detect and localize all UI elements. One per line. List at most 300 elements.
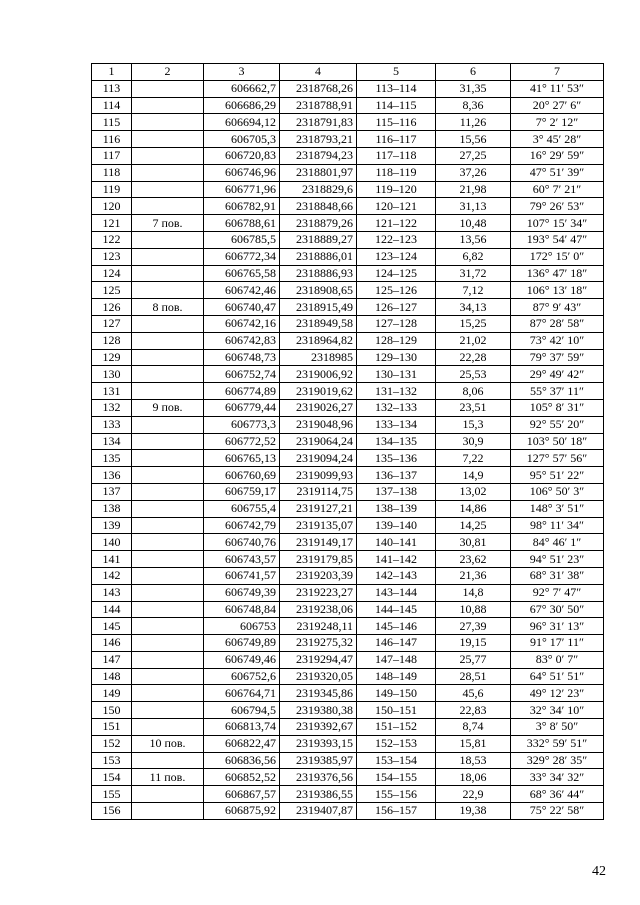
point-number-cell: 135	[92, 450, 132, 467]
point-number-cell: 119	[92, 181, 132, 198]
bearing-angle-cell: 79° 26′ 53″	[511, 198, 604, 215]
segment-cell: 146–147	[357, 635, 436, 652]
length-cell: 15,56	[436, 131, 511, 148]
y-coordinate-cell: 2319248,11	[280, 618, 357, 635]
table-body	[92, 80, 604, 819]
bearing-angle-cell: 64° 51′ 51″	[511, 668, 604, 685]
y-coordinate-cell: 2319006,92	[280, 366, 357, 383]
coordinates-table	[91, 63, 604, 820]
length-cell: 18,06	[436, 769, 511, 786]
segment-cell: 115–116	[357, 114, 436, 131]
point-number-cell: 117	[92, 147, 132, 164]
length-cell: 10,88	[436, 601, 511, 618]
turn-label-cell	[132, 651, 204, 668]
length-cell: 23,51	[436, 399, 511, 416]
table-row	[92, 702, 604, 719]
length-cell: 11,26	[436, 114, 511, 131]
bearing-angle-cell: 32° 34′ 10″	[511, 702, 604, 719]
table-row	[92, 685, 604, 702]
point-number-cell: 145	[92, 618, 132, 635]
turn-label-cell	[132, 282, 204, 299]
table-row	[92, 752, 604, 769]
segment-cell: 156–157	[357, 803, 436, 820]
table-row	[92, 450, 604, 467]
table-row	[92, 181, 604, 198]
point-number-cell: 154	[92, 769, 132, 786]
turn-label-cell	[132, 500, 204, 517]
turn-label-cell	[132, 416, 204, 433]
x-coordinate-cell: 606742,79	[204, 517, 280, 534]
x-coordinate-cell: 606788,61	[204, 215, 280, 232]
bearing-angle-cell: 87° 9′ 43″	[511, 299, 604, 316]
segment-cell: 127–128	[357, 315, 436, 332]
bearing-angle-cell: 7° 2′ 12″	[511, 114, 604, 131]
x-coordinate-cell: 606772,52	[204, 433, 280, 450]
y-coordinate-cell: 2319392,67	[280, 719, 357, 736]
x-coordinate-cell: 606773,3	[204, 416, 280, 433]
point-number-cell: 126	[92, 299, 132, 316]
header-row	[92, 64, 604, 81]
bearing-angle-cell: 103° 50′ 18″	[511, 433, 604, 450]
table-row	[92, 735, 604, 752]
turn-label-cell	[132, 803, 204, 820]
y-coordinate-cell: 2319048,96	[280, 416, 357, 433]
point-number-cell: 156	[92, 803, 132, 820]
y-coordinate-cell: 2319407,87	[280, 803, 357, 820]
turn-label-cell	[132, 668, 204, 685]
table-row	[92, 315, 604, 332]
turn-label-cell	[132, 265, 204, 282]
length-cell: 25,77	[436, 651, 511, 668]
table-row	[92, 433, 604, 450]
turn-label-cell	[132, 164, 204, 181]
segment-cell: 125–126	[357, 282, 436, 299]
point-number-cell: 125	[92, 282, 132, 299]
table-row	[92, 517, 604, 534]
turn-label-cell	[132, 366, 204, 383]
y-coordinate-cell: 2318768,26	[280, 80, 357, 97]
y-coordinate-cell: 2318794,23	[280, 147, 357, 164]
segment-cell: 152–153	[357, 735, 436, 752]
point-number-cell: 151	[92, 719, 132, 736]
x-coordinate-cell: 606749,39	[204, 584, 280, 601]
bearing-angle-cell: 29° 49′ 42″	[511, 366, 604, 383]
turn-label-cell	[132, 467, 204, 484]
y-coordinate-cell: 2319223,27	[280, 584, 357, 601]
point-number-cell: 129	[92, 349, 132, 366]
x-coordinate-cell: 606782,91	[204, 198, 280, 215]
x-coordinate-cell: 606755,4	[204, 500, 280, 517]
y-coordinate-cell: 2319094,24	[280, 450, 357, 467]
point-number-cell: 116	[92, 131, 132, 148]
turn-label-cell	[132, 114, 204, 131]
x-coordinate-cell: 606746,96	[204, 164, 280, 181]
point-number-cell: 123	[92, 248, 132, 265]
length-cell: 10,48	[436, 215, 511, 232]
segment-cell: 140–141	[357, 534, 436, 551]
bearing-angle-cell: 84° 46′ 1″	[511, 534, 604, 551]
point-number-cell: 136	[92, 467, 132, 484]
x-coordinate-cell: 606785,5	[204, 231, 280, 248]
turn-label-cell	[132, 181, 204, 198]
table-row	[92, 164, 604, 181]
page-number: 42	[592, 864, 606, 879]
turn-label-cell	[132, 80, 204, 97]
table-row	[92, 668, 604, 685]
x-coordinate-cell: 606794,5	[204, 702, 280, 719]
table-row	[92, 786, 604, 803]
length-cell: 23,62	[436, 551, 511, 568]
segment-cell: 154–155	[357, 769, 436, 786]
bearing-angle-cell: 94° 51′ 23″	[511, 551, 604, 568]
segment-cell: 153–154	[357, 752, 436, 769]
turn-label-cell	[132, 719, 204, 736]
table-row	[92, 299, 604, 316]
turn-label-cell	[132, 702, 204, 719]
table-row	[92, 97, 604, 114]
y-coordinate-cell: 2318829,6	[280, 181, 357, 198]
point-number-cell: 137	[92, 483, 132, 500]
x-coordinate-cell: 606749,46	[204, 651, 280, 668]
point-number-cell: 121	[92, 215, 132, 232]
segment-cell: 134–135	[357, 433, 436, 450]
bearing-angle-cell: 68° 31′ 38″	[511, 567, 604, 584]
length-cell: 31,13	[436, 198, 511, 215]
length-cell: 25,53	[436, 366, 511, 383]
length-cell: 15,3	[436, 416, 511, 433]
table-row	[92, 349, 604, 366]
table-row	[92, 618, 604, 635]
y-coordinate-cell: 2318889,27	[280, 231, 357, 248]
turn-label-cell	[132, 450, 204, 467]
y-coordinate-cell: 2319135,07	[280, 517, 357, 534]
y-coordinate-cell: 2319203,39	[280, 567, 357, 584]
table-row	[92, 803, 604, 820]
point-number-cell: 122	[92, 231, 132, 248]
turn-label-cell	[132, 752, 204, 769]
length-cell: 45,6	[436, 685, 511, 702]
bearing-angle-cell: 3° 8′ 50″	[511, 719, 604, 736]
turn-label-cell	[132, 584, 204, 601]
turn-label-cell	[132, 131, 204, 148]
segment-cell: 128–129	[357, 332, 436, 349]
length-cell: 6,82	[436, 248, 511, 265]
table-row	[92, 651, 604, 668]
bearing-angle-cell: 148° 3′ 51″	[511, 500, 604, 517]
segment-cell: 148–149	[357, 668, 436, 685]
length-cell: 37,26	[436, 164, 511, 181]
length-cell: 30,9	[436, 433, 511, 450]
x-coordinate-cell: 606765,58	[204, 265, 280, 282]
x-coordinate-cell: 606742,83	[204, 332, 280, 349]
turn-label-cell: 10 пов.	[132, 735, 204, 752]
bearing-angle-cell: 79° 37′ 59″	[511, 349, 604, 366]
length-cell: 8,74	[436, 719, 511, 736]
segment-cell: 137–138	[357, 483, 436, 500]
x-coordinate-cell: 606741,57	[204, 567, 280, 584]
table-row	[92, 534, 604, 551]
x-coordinate-cell: 606760,69	[204, 467, 280, 484]
point-number-cell: 152	[92, 735, 132, 752]
point-number-cell: 147	[92, 651, 132, 668]
y-coordinate-cell: 2319386,55	[280, 786, 357, 803]
point-number-cell: 124	[92, 265, 132, 282]
x-coordinate-cell: 606740,47	[204, 299, 280, 316]
y-coordinate-cell: 2319376,56	[280, 769, 357, 786]
point-number-cell: 131	[92, 383, 132, 400]
segment-cell: 121–122	[357, 215, 436, 232]
y-coordinate-cell: 2319149,17	[280, 534, 357, 551]
turn-label-cell	[132, 517, 204, 534]
bearing-angle-cell: 329° 28′ 35″	[511, 752, 604, 769]
bearing-angle-cell: 67° 30′ 50″	[511, 601, 604, 618]
segment-cell: 139–140	[357, 517, 436, 534]
segment-cell: 150–151	[357, 702, 436, 719]
point-number-cell: 149	[92, 685, 132, 702]
y-coordinate-cell: 2318788,91	[280, 97, 357, 114]
point-number-cell: 127	[92, 315, 132, 332]
x-coordinate-cell: 606774,89	[204, 383, 280, 400]
segment-cell: 132–133	[357, 399, 436, 416]
x-coordinate-cell: 606742,46	[204, 282, 280, 299]
segment-cell: 120–121	[357, 198, 436, 215]
y-coordinate-cell: 2319345,86	[280, 685, 357, 702]
table-row	[92, 601, 604, 618]
turn-label-cell	[132, 618, 204, 635]
point-number-cell: 134	[92, 433, 132, 450]
x-coordinate-cell: 606749,89	[204, 635, 280, 652]
segment-cell: 123–124	[357, 248, 436, 265]
point-number-cell: 144	[92, 601, 132, 618]
bearing-angle-cell: 136° 47′ 18″	[511, 265, 604, 282]
bearing-angle-cell: 98° 11′ 34″	[511, 517, 604, 534]
turn-label-cell	[132, 534, 204, 551]
bearing-angle-cell: 60° 7′ 21″	[511, 181, 604, 198]
bearing-angle-cell: 73° 42′ 10″	[511, 332, 604, 349]
col-header-y: 4	[280, 64, 357, 81]
bearing-angle-cell: 92° 55′ 20″	[511, 416, 604, 433]
segment-cell: 119–120	[357, 181, 436, 198]
turn-label-cell	[132, 433, 204, 450]
bearing-angle-cell: 91° 17′ 11″	[511, 635, 604, 652]
point-number-cell: 138	[92, 500, 132, 517]
point-number-cell: 130	[92, 366, 132, 383]
segment-cell: 136–137	[357, 467, 436, 484]
y-coordinate-cell: 2318801,97	[280, 164, 357, 181]
point-number-cell: 128	[92, 332, 132, 349]
length-cell: 13,56	[436, 231, 511, 248]
table-row	[92, 416, 604, 433]
length-cell: 34,13	[436, 299, 511, 316]
turn-label-cell	[132, 786, 204, 803]
bearing-angle-cell: 3° 45′ 28″	[511, 131, 604, 148]
point-number-cell: 143	[92, 584, 132, 601]
x-coordinate-cell: 606765,13	[204, 450, 280, 467]
length-cell: 22,83	[436, 702, 511, 719]
turn-label-cell	[132, 248, 204, 265]
x-coordinate-cell: 606764,71	[204, 685, 280, 702]
table-row	[92, 635, 604, 652]
turn-label-cell	[132, 567, 204, 584]
turn-label-cell: 11 пов.	[132, 769, 204, 786]
turn-label-cell	[132, 349, 204, 366]
length-cell: 14,86	[436, 500, 511, 517]
table-row	[92, 500, 604, 517]
turn-label-cell	[132, 198, 204, 215]
length-cell: 19,38	[436, 803, 511, 820]
table-row	[92, 80, 604, 97]
bearing-angle-cell: 172° 15′ 0″	[511, 248, 604, 265]
bearing-angle-cell: 83° 0′ 7″	[511, 651, 604, 668]
segment-cell: 143–144	[357, 584, 436, 601]
length-cell: 31,35	[436, 80, 511, 97]
table-row	[92, 551, 604, 568]
point-number-cell: 113	[92, 80, 132, 97]
col-header-angle: 7	[511, 64, 604, 81]
segment-cell: 147–148	[357, 651, 436, 668]
x-coordinate-cell: 606759,17	[204, 483, 280, 500]
point-number-cell: 132	[92, 399, 132, 416]
segment-cell: 155–156	[357, 786, 436, 803]
y-coordinate-cell: 2319238,06	[280, 601, 357, 618]
point-number-cell: 141	[92, 551, 132, 568]
bearing-angle-cell: 106° 50′ 3″	[511, 483, 604, 500]
point-number-cell: 120	[92, 198, 132, 215]
segment-cell: 124–125	[357, 265, 436, 282]
bearing-angle-cell: 16° 29′ 59″	[511, 147, 604, 164]
turn-label-cell	[132, 483, 204, 500]
y-coordinate-cell: 2318886,93	[280, 265, 357, 282]
table-row	[92, 231, 604, 248]
segment-cell: 114–115	[357, 97, 436, 114]
table-row	[92, 131, 604, 148]
y-coordinate-cell: 2319320,05	[280, 668, 357, 685]
table-row	[92, 719, 604, 736]
length-cell: 22,28	[436, 349, 511, 366]
x-coordinate-cell: 606771,96	[204, 181, 280, 198]
turn-label-cell	[132, 551, 204, 568]
bearing-angle-cell: 332° 59′ 51″	[511, 735, 604, 752]
x-coordinate-cell: 606753	[204, 618, 280, 635]
segment-cell: 122–123	[357, 231, 436, 248]
point-number-cell: 139	[92, 517, 132, 534]
bearing-angle-cell: 75° 22′ 58″	[511, 803, 604, 820]
length-cell: 21,98	[436, 181, 511, 198]
y-coordinate-cell: 2318879,26	[280, 215, 357, 232]
table-row	[92, 483, 604, 500]
table-row	[92, 147, 604, 164]
segment-cell: 145–146	[357, 618, 436, 635]
x-coordinate-cell: 606748,73	[204, 349, 280, 366]
x-coordinate-cell: 606694,12	[204, 114, 280, 131]
y-coordinate-cell: 2319127,21	[280, 500, 357, 517]
length-cell: 27,25	[436, 147, 511, 164]
bearing-angle-cell: 95° 51′ 22″	[511, 467, 604, 484]
y-coordinate-cell: 2319179,85	[280, 551, 357, 568]
length-cell: 28,51	[436, 668, 511, 685]
segment-cell: 135–136	[357, 450, 436, 467]
x-coordinate-cell: 606875,92	[204, 803, 280, 820]
turn-label-cell: 7 пов.	[132, 215, 204, 232]
segment-cell: 116–117	[357, 131, 436, 148]
x-coordinate-cell: 606686,29	[204, 97, 280, 114]
col-header-x: 3	[204, 64, 280, 81]
table-row	[92, 383, 604, 400]
point-number-cell: 140	[92, 534, 132, 551]
y-coordinate-cell: 2318848,66	[280, 198, 357, 215]
y-coordinate-cell: 2318791,83	[280, 114, 357, 131]
bearing-angle-cell: 92° 7′ 47″	[511, 584, 604, 601]
y-coordinate-cell: 2319064,24	[280, 433, 357, 450]
table-row	[92, 399, 604, 416]
x-coordinate-cell: 606867,57	[204, 786, 280, 803]
segment-cell: 133–134	[357, 416, 436, 433]
x-coordinate-cell: 606742,16	[204, 315, 280, 332]
bearing-angle-cell: 68° 36′ 44″	[511, 786, 604, 803]
x-coordinate-cell: 606772,34	[204, 248, 280, 265]
bearing-angle-cell: 127° 57′ 56″	[511, 450, 604, 467]
point-number-cell: 153	[92, 752, 132, 769]
y-coordinate-cell: 2318886,01	[280, 248, 357, 265]
table-row	[92, 584, 604, 601]
y-coordinate-cell: 2319114,75	[280, 483, 357, 500]
y-coordinate-cell: 2319385,97	[280, 752, 357, 769]
length-cell: 14,25	[436, 517, 511, 534]
x-coordinate-cell: 606836,56	[204, 752, 280, 769]
x-coordinate-cell: 606748,84	[204, 601, 280, 618]
y-coordinate-cell: 2319019,62	[280, 383, 357, 400]
x-coordinate-cell: 606662,7	[204, 80, 280, 97]
x-coordinate-cell: 606852,52	[204, 769, 280, 786]
point-number-cell: 142	[92, 567, 132, 584]
point-number-cell: 155	[92, 786, 132, 803]
length-cell: 14,9	[436, 467, 511, 484]
x-coordinate-cell: 606779,44	[204, 399, 280, 416]
col-header-point: 1	[92, 64, 132, 81]
bearing-angle-cell: 106° 13′ 18″	[511, 282, 604, 299]
segment-cell: 129–130	[357, 349, 436, 366]
y-coordinate-cell: 2318964,82	[280, 332, 357, 349]
y-coordinate-cell: 2318985	[280, 349, 357, 366]
length-cell: 15,25	[436, 315, 511, 332]
y-coordinate-cell: 2319275,32	[280, 635, 357, 652]
bearing-angle-cell: 47° 51′ 39″	[511, 164, 604, 181]
point-number-cell: 114	[92, 97, 132, 114]
length-cell: 7,12	[436, 282, 511, 299]
turn-label-cell: 8 пов.	[132, 299, 204, 316]
table-row	[92, 198, 604, 215]
segment-cell: 118–119	[357, 164, 436, 181]
x-coordinate-cell: 606822,47	[204, 735, 280, 752]
table-row	[92, 769, 604, 786]
segment-cell: 113–114	[357, 80, 436, 97]
y-coordinate-cell: 2319393,15	[280, 735, 357, 752]
x-coordinate-cell: 606743,57	[204, 551, 280, 568]
length-cell: 31,72	[436, 265, 511, 282]
turn-label-cell	[132, 147, 204, 164]
length-cell: 30,81	[436, 534, 511, 551]
bearing-angle-cell: 107° 15′ 34″	[511, 215, 604, 232]
bearing-angle-cell: 20° 27′ 6″	[511, 97, 604, 114]
point-number-cell: 150	[92, 702, 132, 719]
turn-label-cell	[132, 315, 204, 332]
bearing-angle-cell: 193° 54′ 47″	[511, 231, 604, 248]
x-coordinate-cell: 606740,76	[204, 534, 280, 551]
turn-label-cell	[132, 231, 204, 248]
col-header-turn: 2	[132, 64, 204, 81]
length-cell: 14,8	[436, 584, 511, 601]
length-cell: 13,02	[436, 483, 511, 500]
